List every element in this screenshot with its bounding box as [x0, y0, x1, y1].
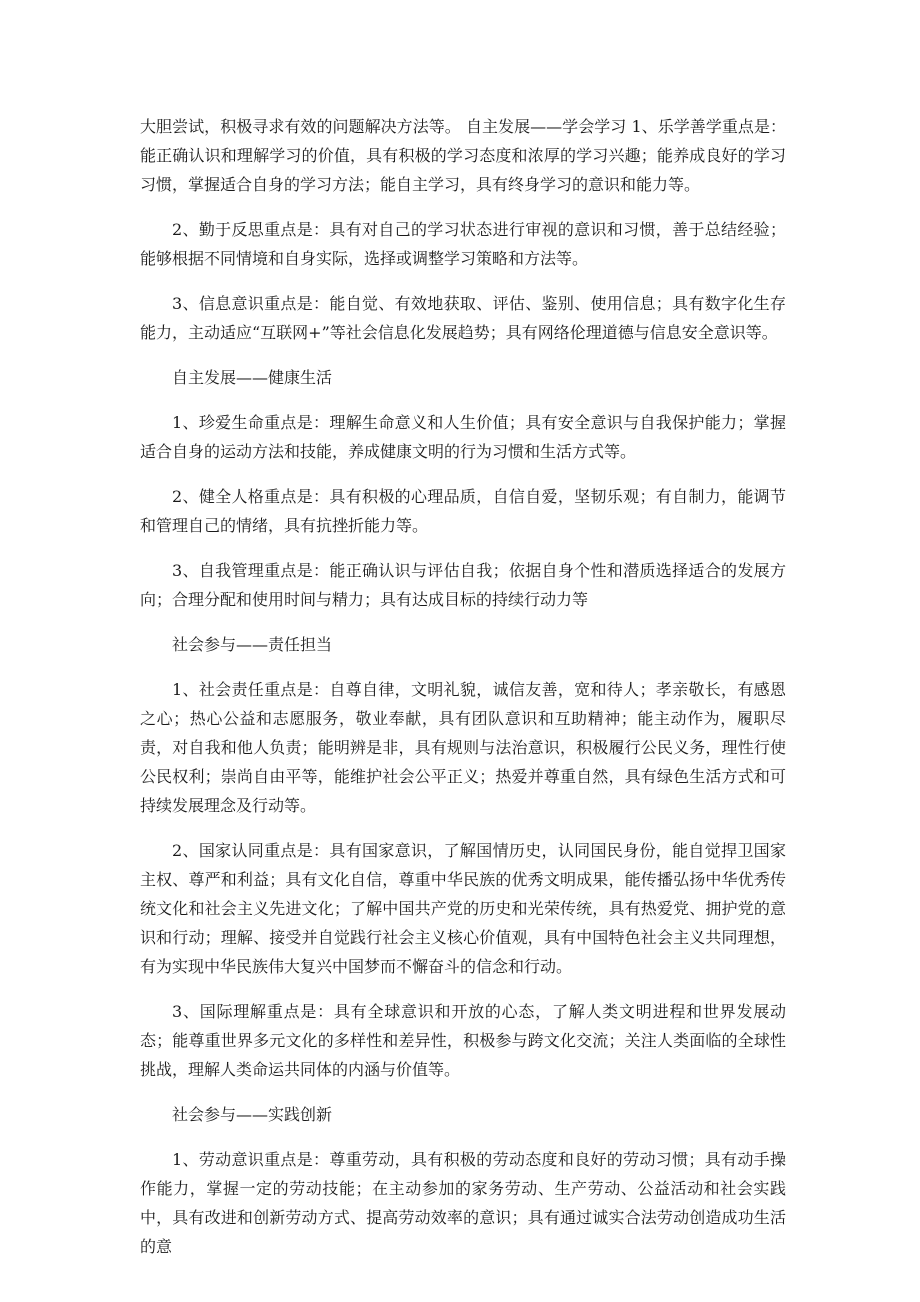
paragraph-reflection: 2、勤于反思重点是：具有对自己的学习状态进行审视的意识和习惯，善于总结经验；能够根据不同情境和自身实际，选择或调整学习策略和方法等。: [140, 220, 786, 268]
document-body: [140, 112, 786, 1277]
paragraph-self-management: 3、自我管理重点是：能正确认识与评估自我；依据自身个性和潜质选择适合的发展方向；合理分配和使用时间与精力；具有达成目标的持续行动力等: [140, 561, 786, 609]
paragraph-national-identity: 2、国家认同重点是：具有国家意识，了解国情历史，认同国民身份，能自觉捍卫国家主权、尊严和利益；具有文化自信，尊重中华民族的优秀文明成果，能传播弘扬中华优秀传统文化和社会主义先进文化；了解中国共产党的历史和光荣传统，具有热爱党、拥护党的意识和行动；理解、接受并自觉践行社会主义核心价值观，具有中国特色社会主义共同理想，有为实现中华民族伟大复兴中国梦而不懈奋斗的信念和行动。: [140, 841, 786, 976]
section-heading-healthy-living: 自主发展——健康生活: [172, 368, 333, 387]
section-heading-responsibility: 社会参与——责任担当: [172, 635, 333, 654]
paragraph-international-understanding: 3、国际理解重点是：具有全球意识和开放的心态，了解人类文明进程和世界发展动态；能尊重世界多元文化的多样性和差异性，积极参与跨文化交流；关注人类面临的全球性挑战，理解人类命运共同体的内涵与价值等。: [140, 1002, 786, 1079]
paragraph-cherish-life: 1、珍爱生命重点是：理解生命意义和人生价值；具有安全意识与自我保护能力；掌握适合自身的运动方法和技能，养成健康文明的行为习惯和生活方式等。: [140, 413, 786, 461]
paragraph-social-responsibility: 1、社会责任重点是：自尊自律，文明礼貌，诚信友善，宽和待人；孝亲敬长，有感恩之心；热心公益和志愿服务，敬业奉献，具有团队意识和互助精神；能主动作为，履职尽责，对自我和他人负责；能明辨是非，具有规则与法治意识，积极履行公民义务，理性行使公民权利；崇尚自由平等，能维护社会公平正义；热爱并尊重自然，具有绿色生活方式和可持续发展理念及行动等。: [140, 680, 786, 815]
paragraph-learning-intro: 大胆尝试，积极寻求有效的问题解决方法等。 自主发展——学会学习 1、乐学善学重点是：能正确认识和理解学习的价值，具有积极的学习态度和浓厚的学习兴趣；能养成良好的学习习惯，掌握适合自身的学习方法；能自主学习，具有终身学习的意识和能力等。: [140, 117, 786, 194]
section-heading-practice-innovation: 社会参与——实践创新: [172, 1105, 333, 1124]
paragraph-labor-awareness: 1、劳动意识重点是：尊重劳动，具有积极的劳动态度和良好的劳动习惯；具有动手操作能力，掌握一定的劳动技能；在主动参加的家务劳动、生产劳动、公益活动和社会实践中，具有改进和创新劳动方式、提高劳动效率的意识；具有通过诚实合法劳动创造成功生活的意: [140, 1150, 786, 1256]
paragraph-information-awareness: 3、信息意识重点是：能自觉、有效地获取、评估、鉴别、使用信息；具有数字化生存能力，主动适应“互联网+”等社会信息化发展趋势；具有网络伦理道德与信息安全意识等。: [140, 294, 786, 342]
paragraph-sound-personality: 2、健全人格重点是：具有积极的心理品质，自信自爱，坚韧乐观；有自制力，能调节和管理自己的情绪，具有抗挫折能力等。: [140, 487, 786, 535]
